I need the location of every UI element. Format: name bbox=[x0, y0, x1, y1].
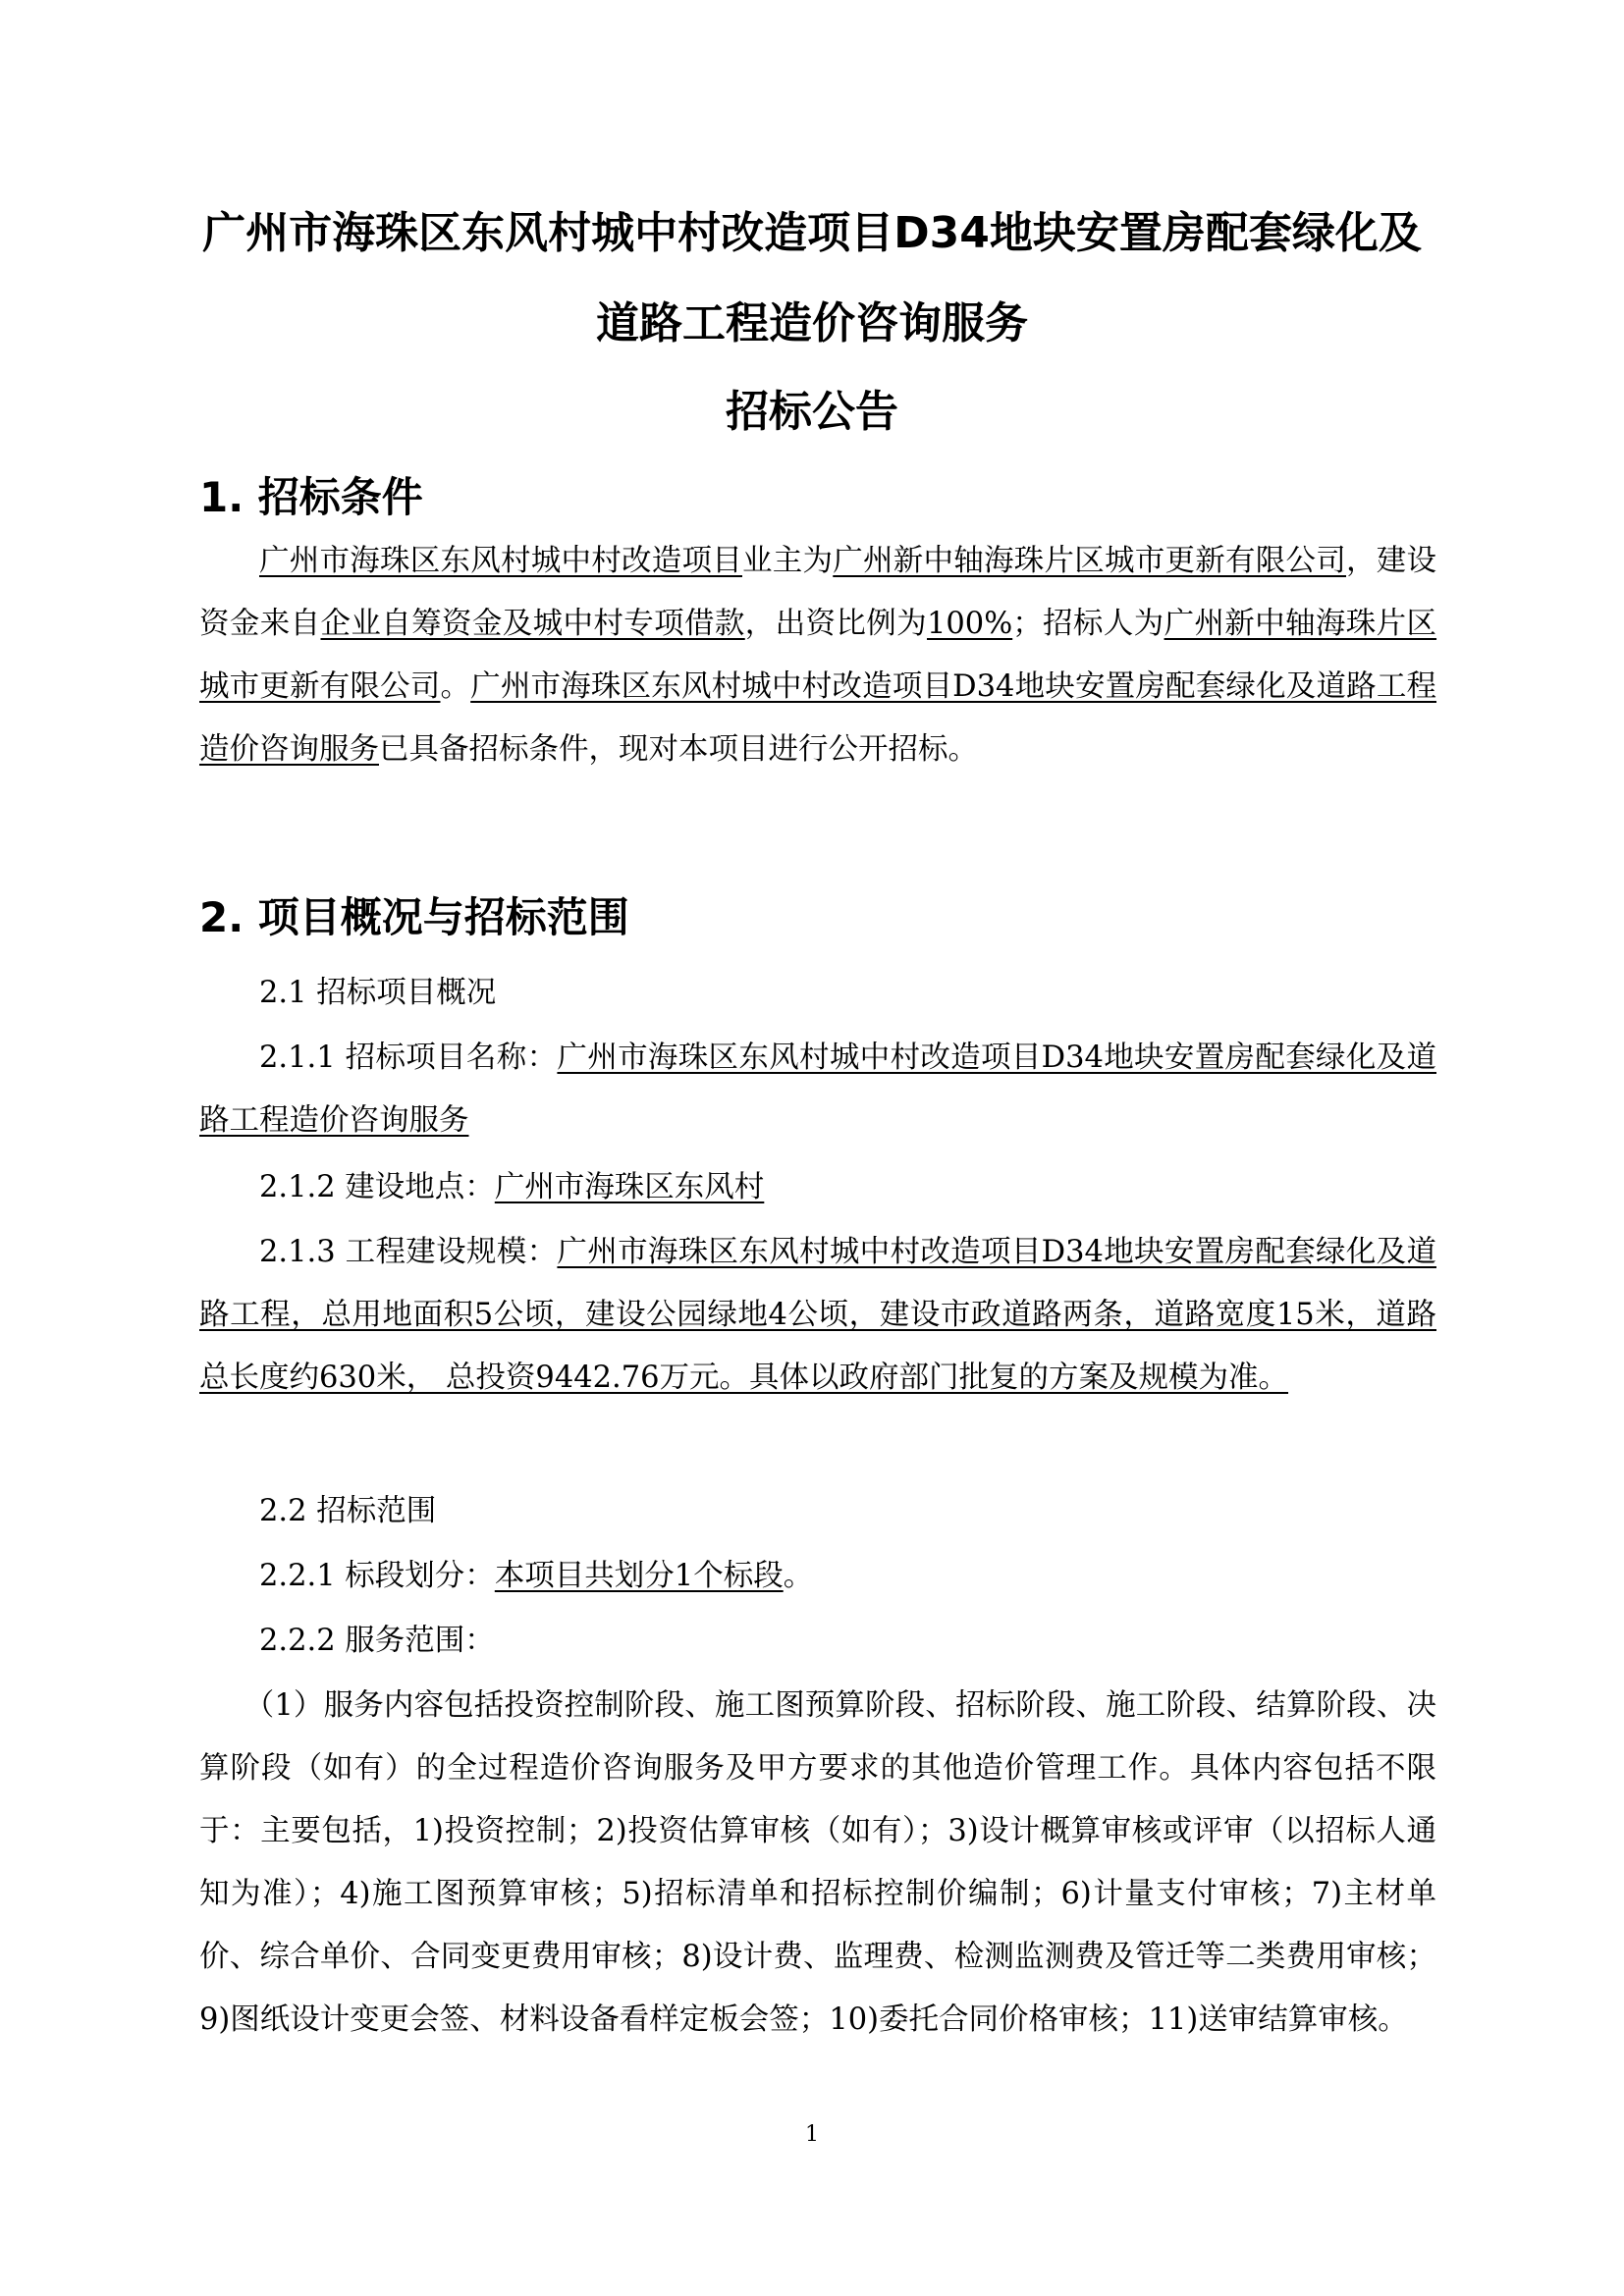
item-2-2-2: 2.2.2 服务范围： bbox=[259, 1624, 495, 1658]
owner-project-name: 广州市海珠区东风村城中村改造项目 bbox=[259, 544, 742, 578]
owner-company: 广州新中轴海珠片区城市更新有限公司 bbox=[833, 544, 1346, 578]
item-2-1-2-value: 广州市海珠区东风村 bbox=[494, 1170, 765, 1204]
item-2-1-3-label: 2.1.3 工程建设规模： bbox=[259, 1235, 558, 1269]
item-2-2-1-value: 本项目共划分1个标段 bbox=[494, 1559, 784, 1593]
text-tender-ready: 已具备招标条件，现对本项目进行公开招标。 bbox=[379, 732, 978, 767]
item-2-1-2 bbox=[259, 1156, 764, 1219]
item-2-1-1 bbox=[199, 1027, 1436, 1152]
text-tenderer-is: ；招标人为 bbox=[1012, 607, 1164, 641]
title-line-1: 广州市海珠区东风村城中村改造项目D34地块安置房配套绿化及 bbox=[202, 208, 1422, 258]
item-2-1-3-value: 广州市海珠区东风村城中村改造项目D34地块安置房配套绿化及道路工程，总用地面积5公顷，建设公园绿地4公顷，建设市政道路两条，道路宽度15米，道路总长度约630米， 总投资9442.76万元。具体以政府部门批复的方案及规模为准。 bbox=[199, 1235, 1436, 1395]
title-line-3: 招标公告 bbox=[726, 387, 898, 437]
section-2-2-heading: 2.2 招标范围 bbox=[259, 1494, 437, 1528]
text-period: 。 bbox=[440, 669, 471, 704]
item-2-2-1 bbox=[259, 1545, 813, 1608]
page-number: 1 bbox=[805, 2122, 819, 2147]
section-2-1-heading: 2.1 招标项目概况 bbox=[259, 976, 497, 1010]
item-2-1-2-label: 2.1.2 建设地点： bbox=[259, 1170, 495, 1204]
funding-source: 企业自筹资金及城中村专项借款 bbox=[320, 607, 745, 641]
title-line-2: 道路工程造价咨询服务 bbox=[596, 298, 1028, 348]
tender-project-name: 广州市海珠区东风村城中村改造项目D34地块安置房配套绿化及道路工程造价咨询服务 bbox=[199, 669, 1436, 767]
item-2-1-1-label: 2.1.1 招标项目名称： bbox=[259, 1041, 558, 1075]
section-2-heading: 2. 项目概况与招标范围 bbox=[199, 893, 629, 941]
item-2-2-1-label: 2.2.1 标段划分： bbox=[259, 1559, 495, 1593]
section-1-paragraph bbox=[199, 530, 1436, 781]
tenderer-company: 广州新中轴海珠片区城市更新有限公司 bbox=[199, 607, 1437, 704]
section-1-heading: 1. 招标条件 bbox=[199, 473, 423, 521]
item-2-1-3 bbox=[199, 1221, 1436, 1410]
service-scope-paragraph: （1）服务内容包括投资控制阶段、施工图预算阶段、招标阶段、施工阶段、结算阶段、决算阶段（如有）的全过程造价咨询服务及甲方要求的其他造价管理工作。具体内容包括不限于：主要包括，1)投资控制；2)投资估算审核（如有）；3)设计概算审核或评审（以招标人通知为准）；4)施工图预算审核；5)招标清单和招标控制价编制；6)计量支付审核；7)主材单价、综合单价、合同变更费用审核；8)设计费、监理费、检测监测费及管迁等二类费用审核；9)图纸设计变更会签、材料设备看样定板会签；10)委托合同价格审核；11)送审结算审核。 bbox=[199, 1688, 1436, 2037]
item-2-1-1-value: 广州市海珠区东风村城中村改造项目D34地块安置房配套绿化及道路工程造价咨询服务 bbox=[199, 1041, 1436, 1138]
text-ratio-is: ，出资比例为 bbox=[744, 607, 927, 641]
text-owner-is: 业主为 bbox=[742, 544, 834, 578]
text-funding-from: ，建设资金来自 bbox=[199, 544, 1436, 641]
item-2-2-1-end: 。 bbox=[783, 1559, 814, 1593]
funding-ratio: 100% bbox=[926, 607, 1013, 641]
